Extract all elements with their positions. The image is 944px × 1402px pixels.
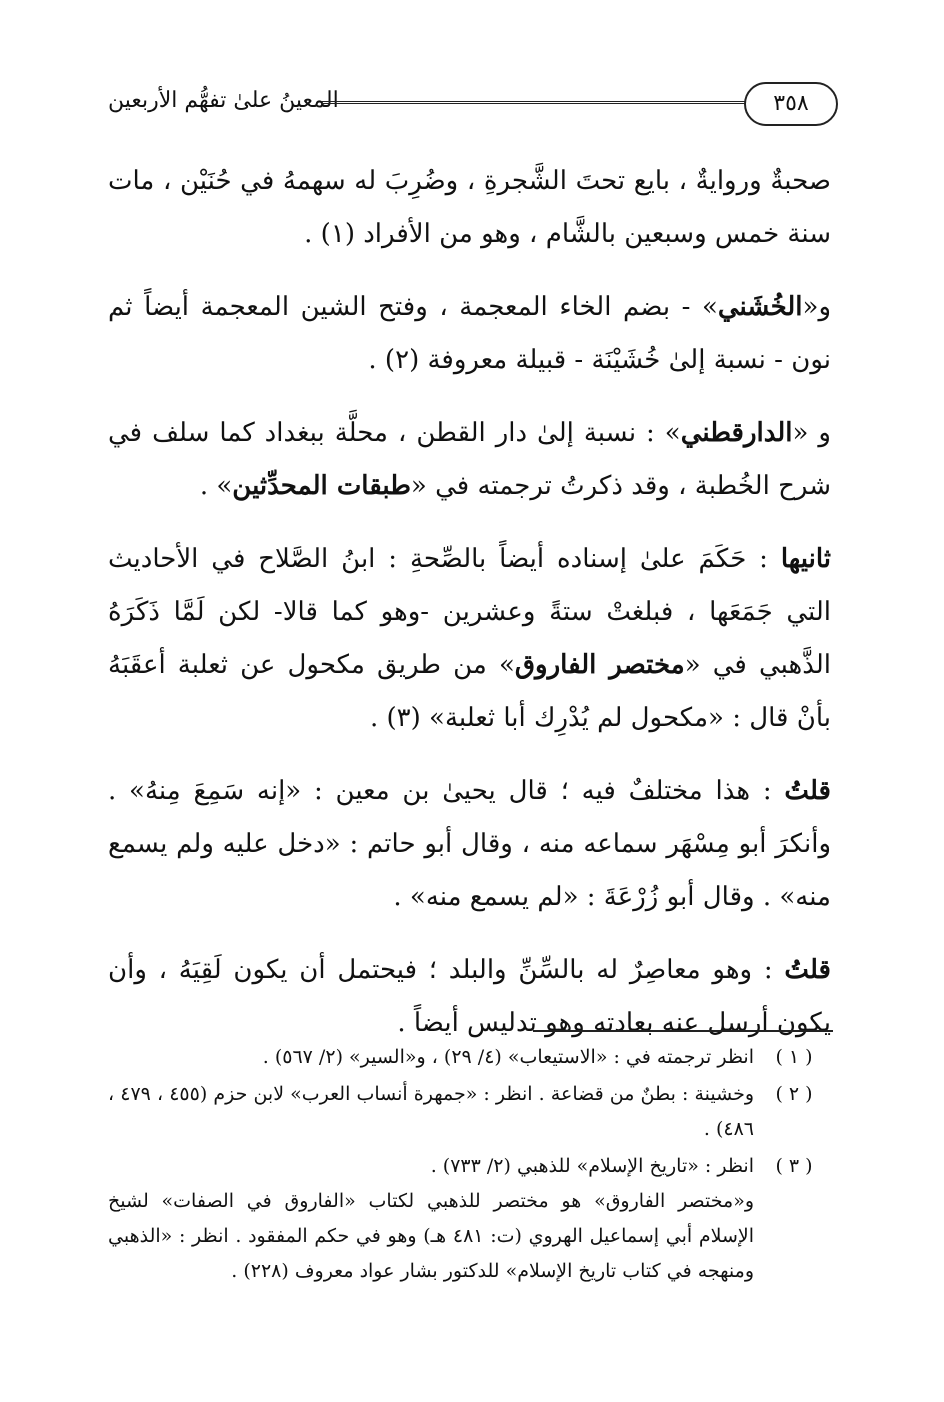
footnote-text	[108, 1149, 754, 1289]
footnote-2	[108, 1077, 834, 1147]
heading-qultu: قلتُ	[784, 776, 831, 806]
paragraph-4-text-b: » من طريق مكحول عن ثعلبة أعقَبَهُ بأنْ قال : «مكحول لم يُدْرِك أبا ثعلبة» (٣) .	[108, 650, 831, 733]
footnote-3	[108, 1149, 834, 1289]
footnote-text	[108, 1040, 754, 1075]
paragraph-6	[108, 944, 831, 1050]
quote-close: » .	[199, 471, 233, 501]
paragraph-4	[108, 533, 831, 745]
header-rule	[321, 101, 791, 104]
paragraph-1: صحبةٌ وروايةٌ ، بايع تحتَ الشَّجرةِ ، وضُرِبَ له سهمهُ في حُنَيْن ، مات سنة خمس وسبعين بالشَّام ، وهو من الأفراد (١) .	[108, 166, 831, 249]
term-khushani: الخُشَني	[717, 292, 803, 322]
paragraph-3	[108, 407, 831, 513]
footnote-number: ( ٢ )	[775, 1083, 813, 1105]
book-title: المعينُ علىٰ تفهُّم الأربعين	[108, 88, 339, 113]
footnote-1	[108, 1040, 834, 1075]
paragraph-6-text: : وهو معاصِرٌ له بالسِّنِّ والبلد ؛ فيحتمل أن يكون لَقِيَهُ ، وأن يكون أرسل عنه بعادته وهو تدليس أيضاً .	[108, 955, 831, 1038]
paragraph-3-text: » : نسبة إلىٰ دار القطن ، محلَّة ببغداد كما سلف في شرح الخُطبة ، وقد ذكرتُ ترجمته في «	[108, 418, 831, 501]
footnote-line: وخشينة : بطنٌ من قضاعة . انظر : «جمهرة أنساب العرب» لابن حزم (٤٥٥ ، ٤٧٩ ، ٤٨٦) .	[108, 1083, 754, 1140]
paragraph-5-text: : هذا مختلفٌ فيه ؛ قال يحيىٰ بن معين : «إنه سَمِعَ مِنهُ» . وأنكرَ أبو مِسْهَر سماعه منه ، وقال أبو حاتم : «دخل عليه ولم يسمع منه» . وقال أبو زُرْعَةَ : «لم يسمع منه» .	[108, 776, 831, 912]
running-header	[108, 82, 838, 128]
footnote-number: ( ١ )	[775, 1046, 813, 1068]
footnote-separator	[533, 1030, 833, 1032]
quote-open: و «	[792, 418, 831, 448]
paragraph-5	[108, 765, 831, 924]
book-ref-mukhtasar: مختصر الفاروق	[514, 650, 685, 680]
paragraph-4-text-a: : حَكَمَ علىٰ إسناده أيضاً بالصِّحةِ : ابنُ الصَّلاح في الأحاديث التي جَمَعَها ، فبلغتْ ستةً وعشرين -وهو كما قالا- لكن لَمَّا ذَكَرَهُ الذَّهبي في «	[108, 544, 832, 680]
footnote-line: و«مختصر الفاروق» هو مختصر للذهبي لكتاب «الفاروق في الصفات» لشيخ الإسلام أبي إسماعيل الهروي (ت: ٤٨١ هـ) وهو في حكم المفقود . انظر : «الذهبي ومنهجه في كتاب تاريخ الإسلام» للدكتور بشار عواد معروف (٢٢٨) .	[108, 1190, 754, 1282]
quote-open: و«	[802, 292, 831, 322]
term-daraqutni: الدارقطني	[680, 418, 793, 448]
footnote-line: انظر ترجمته في : «الاستيعاب» (٤/ ٢٩) ، و«السير» (٢/ ٥٦٧) .	[262, 1046, 754, 1068]
page-number: ٣٥٨	[744, 82, 838, 126]
footnotes	[108, 1040, 834, 1291]
heading-qultu: قلتُ	[784, 955, 831, 985]
heading-thaniha: ثانيها	[780, 544, 831, 574]
main-text	[108, 155, 831, 1070]
paragraph-2	[108, 281, 831, 387]
book-ref-tabaqat: طبقات المحدِّثين	[232, 471, 411, 501]
footnote-text	[108, 1077, 754, 1147]
footnote-line: انظر : «تاريخ الإسلام» للذهبي (٢/ ٧٣٣) .	[430, 1155, 754, 1177]
footnote-number: ( ٣ )	[775, 1155, 813, 1177]
paragraph-2-text: » - بضم الخاء المعجمة ، وفتح الشين المعجمة أيضاً ثم نون - نسبة إلىٰ خُشَيْنَة - قبيلة معروفة (٢) .	[108, 292, 831, 375]
